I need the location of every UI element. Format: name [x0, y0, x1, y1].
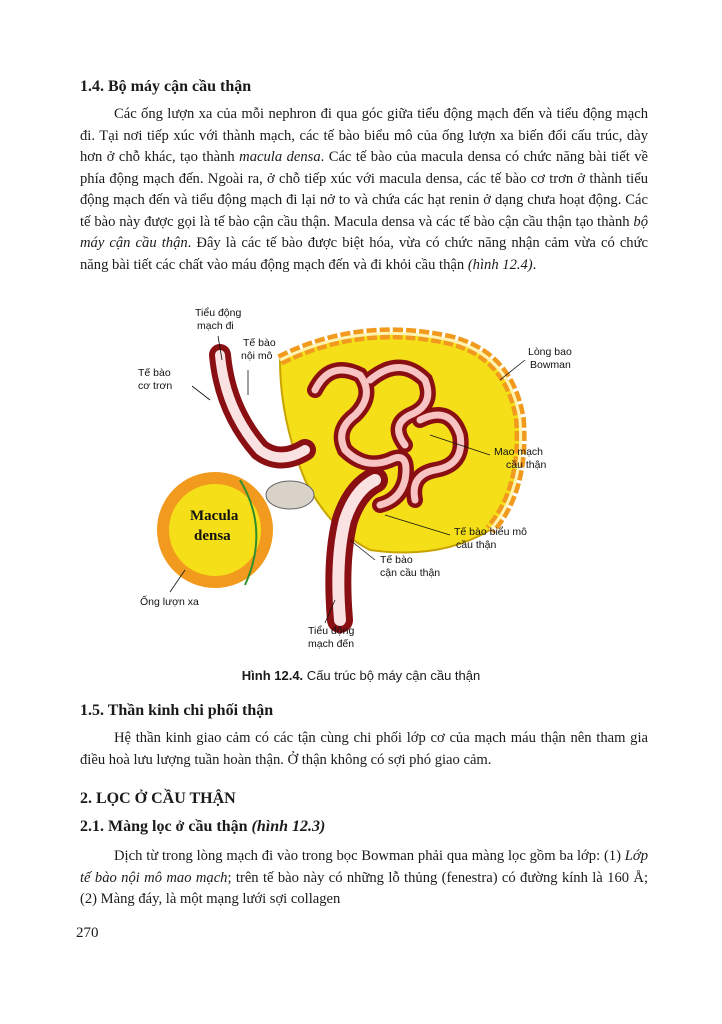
label-epithelial-1: Tế bào biểu mô: [454, 526, 527, 538]
label-endothelial-2: nội mô: [241, 350, 273, 362]
text-run: .: [532, 256, 537, 273]
label-macula: Macula: [190, 508, 239, 524]
heading-1-5: 1.5. Thần kinh chi phối thận: [80, 702, 274, 719]
diagram-illustration: [130, 300, 600, 660]
heading-2: 2. LỌC Ở CẦU THẬN: [80, 790, 236, 807]
text-run: ; trên tế bào này có những lỗ thủng (fenestra) có đường kính là 160 Å; (2) Màng đáy, là một mạng lưới sợi collagen: [80, 869, 648, 907]
heading-1-4: 1.4. Bộ máy cận cầu thận: [80, 78, 252, 95]
text-run: . Đây là các tế bào được biệt hóa, vừa có chức năng nhận cảm vừa có chức năng bài tiết các chất vào máu động mạch đến và đi khỏi cầu thận: [80, 235, 648, 273]
label-afferent-2: mạch đến: [308, 638, 355, 650]
label-afferent-1: Tiểu động: [308, 625, 355, 637]
paragraph-filter-membrane: [80, 846, 648, 911]
juxtaglomerular-cells: [266, 481, 314, 509]
heading-2-1-ref: (hình 12.3): [251, 818, 326, 835]
figure-juxtaglomerular-apparatus: [130, 300, 600, 660]
text-run: . Các tế bào của macula densa có chức năng bài tiết về phía động mạch đến. Ngoài ra, ở chỗ tiếp xúc với macula densa, các tế bào cơ trơn ở thành tiểu động mạch đến và tiểu động mạch đi lại nở to và chứa các hạt renin ở dạng chưa hoạt động. Các tế bào này được gọi là tế bào cận cầu thận. Macula densa và các tế bào cận cầu thận tạo thành: [80, 149, 648, 230]
label-efferent-1: Tiểu động: [195, 307, 242, 319]
label-endothelial-1: Tế bào: [243, 337, 276, 349]
label-bowman-2: Bowman: [530, 359, 571, 371]
figure-reference: (hình 12.4): [467, 256, 533, 273]
figure-caption: [0, 668, 722, 683]
label-efferent-2: mạch đi: [197, 320, 234, 332]
label-capillary-1: Mao mạch: [494, 446, 544, 458]
heading-2-1: [80, 818, 325, 836]
label-jg-1: Tế bào: [380, 554, 413, 566]
paragraph-nerve: Hệ thần kinh giao cảm có các tận cùng chi phối lớp cơ của mạch máu thận nên tham gia điều hoà lưu lượng tuần hoàn thận. Ở thận không có sợi phó giao cảm.: [80, 730, 648, 768]
label-capillary-2: cầu thận: [506, 459, 547, 471]
text-run: Các ống lượn xa của mỗi nephron đi qua góc giữa tiểu động mạch đến và tiểu động mạch đi. Tại nơi tiếp xúc với thành mạch, các tế bào biểu mô của ống lượn xa biến đổi cấu trúc, dày hơn ở chỗ khác, tạo thành: [80, 106, 648, 165]
label-densa: densa: [194, 528, 231, 544]
page-number: 270: [76, 925, 99, 941]
label-bowman-1: Lòng bao: [528, 346, 572, 358]
emphasis-apparatus: bộ máy cận cầu thận: [80, 213, 648, 251]
label-smooth-1: Tế bào: [138, 367, 171, 379]
label-distal: Ống lượn xa: [140, 596, 199, 608]
text-run: Dịch từ trong lòng mạch đi vào trong bọc Bowman phải qua màng lọc gồm ba lớp: (1): [114, 848, 625, 864]
label-jg-2: cận cầu thận: [380, 567, 441, 579]
emphasis-macula-densa: macula densa: [239, 149, 321, 165]
paragraph-juxtaglomerular: [80, 104, 648, 276]
caption-text: Cấu trúc bộ máy cận cầu thận: [303, 668, 481, 683]
caption-label: Hình 12.4.: [241, 668, 304, 683]
label-epithelial-2: cầu thận: [456, 539, 497, 551]
emphasis-endothelial-layer: Lớp tế bào nội mô mao mạch: [80, 848, 648, 886]
label-smooth-2: cơ trơn: [138, 380, 173, 392]
heading-2-1-text: 2.1. Màng lọc ở cầu thận: [80, 818, 252, 835]
